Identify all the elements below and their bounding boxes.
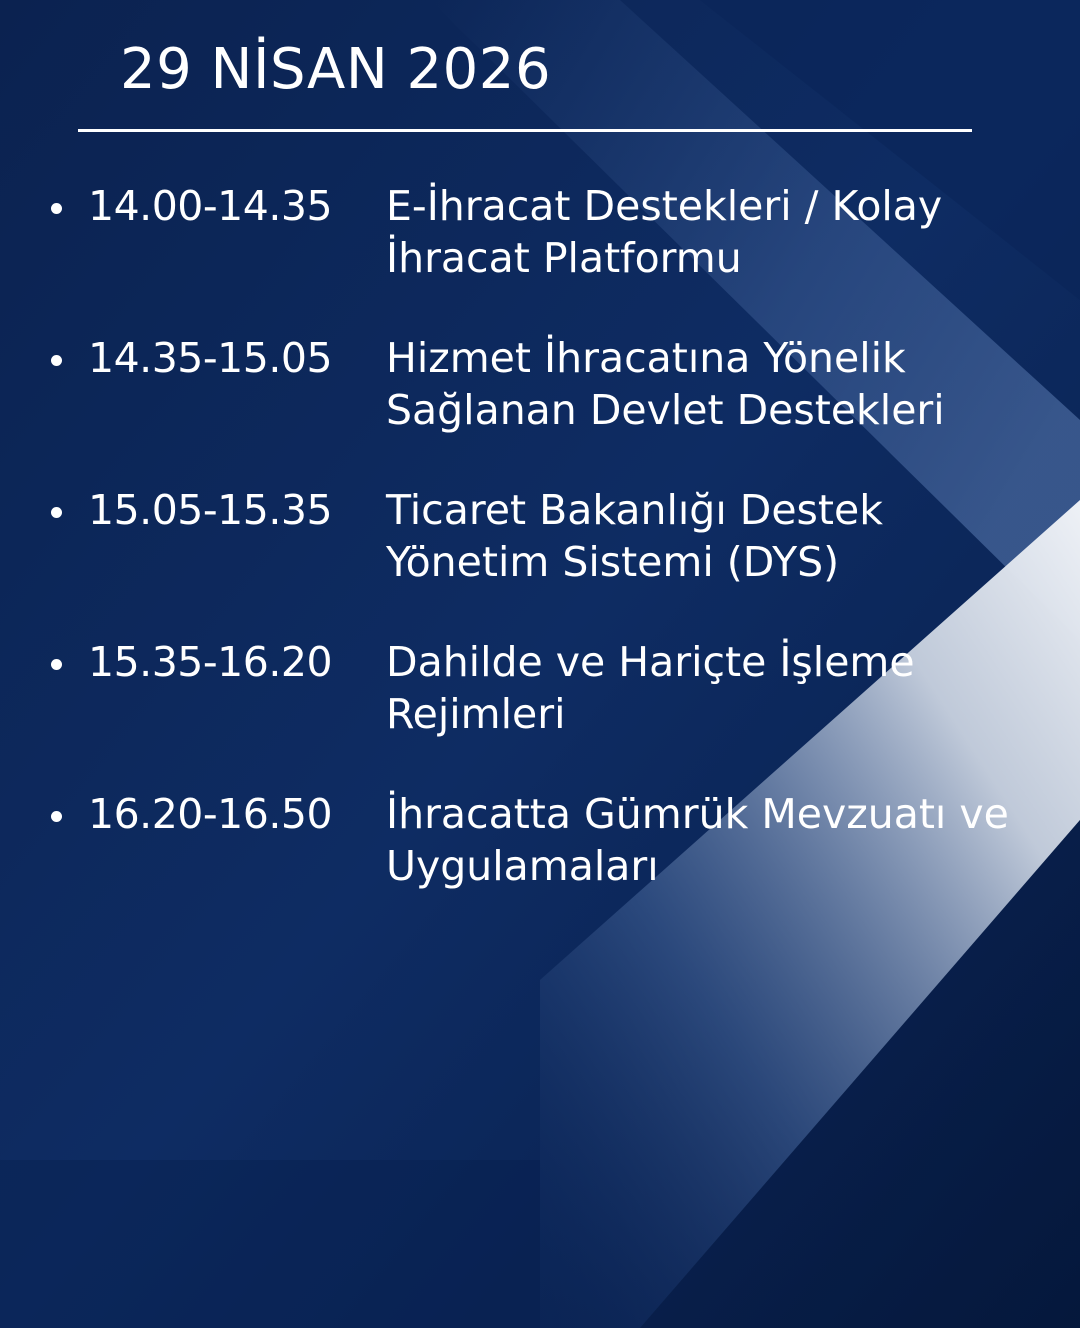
session-topic-line: Rejimleri [386,690,566,738]
bullet-icon [51,355,62,366]
session-topic-line: Hizmet İhracatına Yönelik [386,334,906,382]
bullet-icon [51,811,62,822]
session-topic [386,636,1066,740]
bullet-icon [51,507,62,518]
schedule-list [0,180,1080,940]
session-topic-line: Dahilde ve Hariçte İşleme [386,638,915,686]
session-topic-line: İhracat Platformu [386,234,742,282]
list-item [0,636,1080,788]
list-item [0,180,1080,332]
bullet-icon [51,659,62,670]
session-time: 14.35-15.05 [88,334,333,382]
session-topic-line: İhracatta Gümrük Mevzuatı ve [386,790,1009,838]
session-topic-line: Uygulamaları [386,842,659,890]
session-time: 16.20-16.50 [88,790,333,838]
session-topic-line: Yönetim Sistemi (DYS) [386,538,840,586]
list-item [0,484,1080,636]
list-item [0,332,1080,484]
session-topic [386,788,1066,892]
session-time: 15.05-15.35 [88,486,333,534]
title-divider [78,129,972,132]
session-topic [386,332,1066,436]
session-topic-line: Sağlanan Devlet Destekleri [386,386,945,434]
page-title: 29 NİSAN 2026 [120,37,552,102]
list-item [0,788,1080,940]
session-topic-line: Ticaret Bakanlığı Destek [386,486,883,534]
bullet-icon [51,203,62,214]
session-time: 15.35-16.20 [88,638,333,686]
session-time: 14.00-14.35 [88,182,333,230]
session-topic [386,180,1066,284]
session-topic [386,484,1066,588]
session-topic-line: E-İhracat Destekleri / Kolay [386,182,943,230]
